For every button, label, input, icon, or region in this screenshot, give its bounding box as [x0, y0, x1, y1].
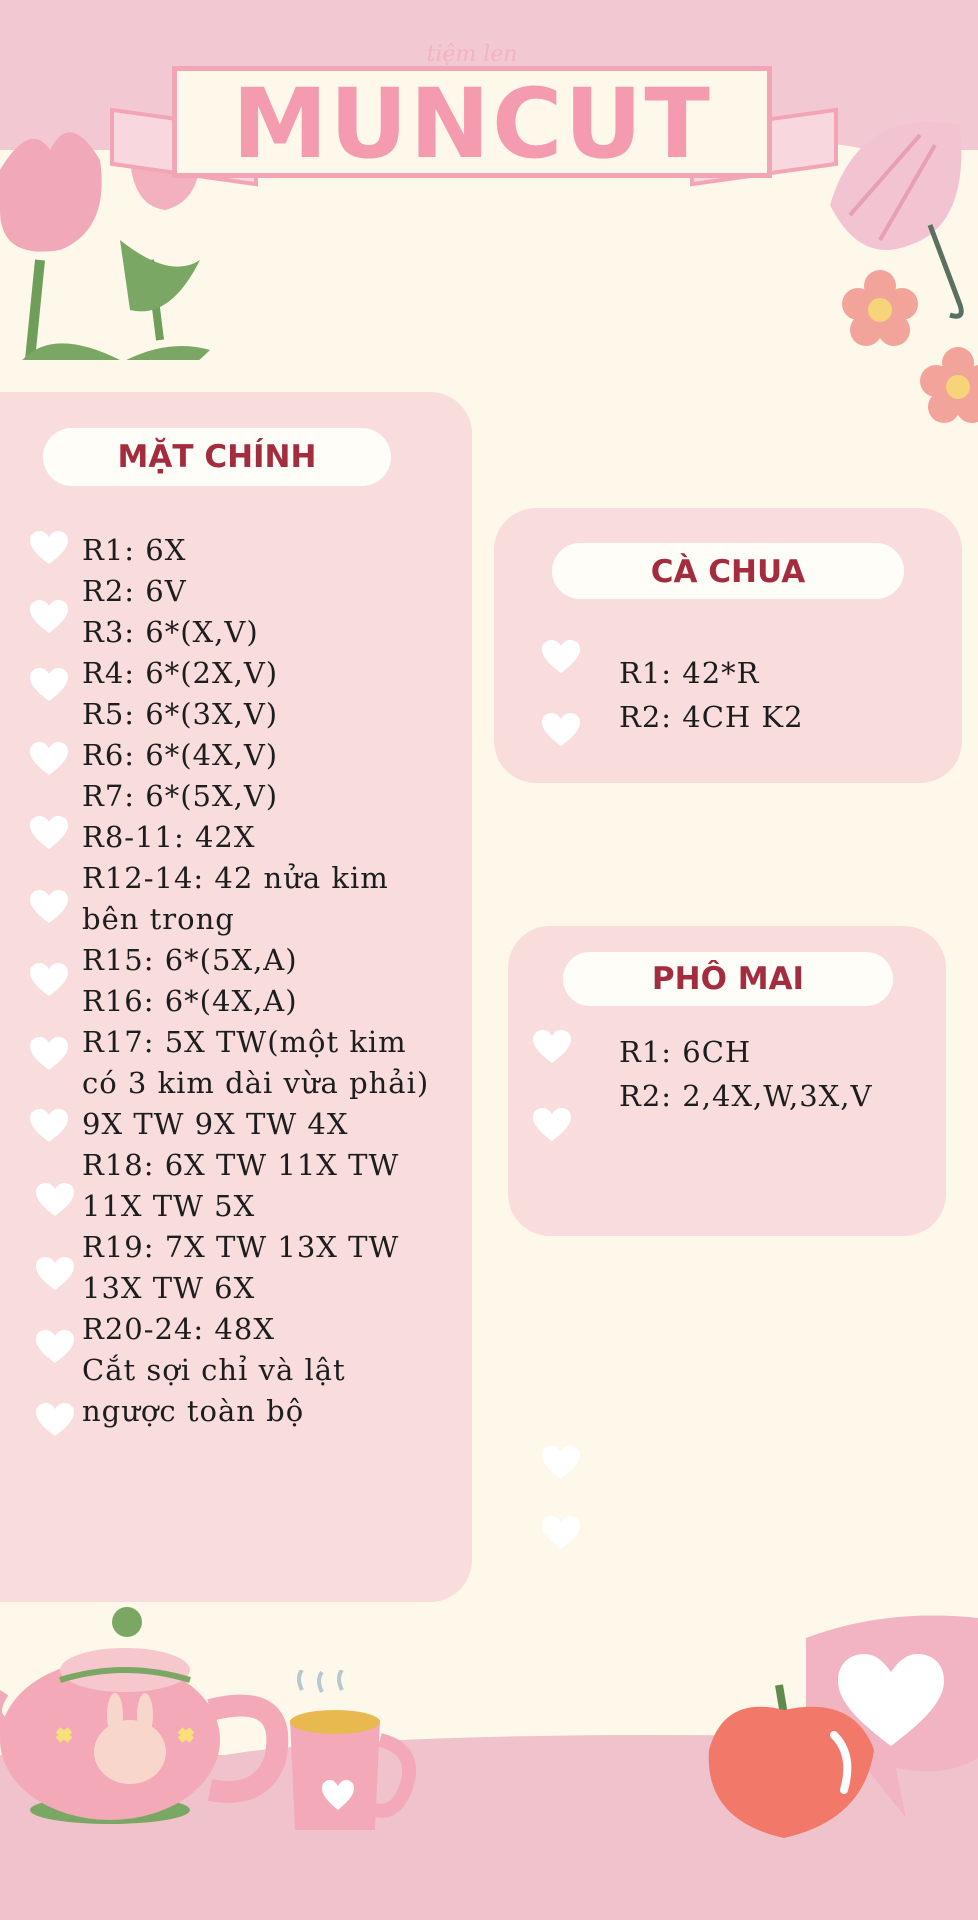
pattern-line: R2: 2,4X,W,3X,V	[619, 1079, 873, 1113]
heart-icon	[542, 1446, 580, 1480]
pattern-line: Cắt sợi chỉ và lật	[82, 1353, 346, 1387]
brand-logo-text: MUNCUT	[232, 68, 712, 180]
pattern-line: R15: 6*(5X,A)	[82, 943, 298, 977]
heart-icon	[30, 668, 68, 702]
pattern-line: R4: 6*(2X,V)	[82, 656, 279, 690]
heart-icon	[533, 1030, 571, 1064]
pattern-line: 11X TW 5X	[82, 1189, 256, 1223]
heart-icon	[533, 1108, 571, 1142]
pattern-line: bên trong	[82, 902, 235, 936]
heart-icon	[30, 890, 68, 924]
pattern-line: R16: 6*(4X,A)	[82, 984, 298, 1018]
tomato-section-lines	[619, 651, 804, 739]
pattern-line: R1: 6CH	[619, 1035, 752, 1069]
pattern-line: R18: 6X TW 11X TW	[82, 1148, 400, 1182]
pattern-line: R6: 6*(4X,V)	[82, 738, 279, 772]
pattern-line: R12-14: 42 nửa kim	[82, 861, 389, 895]
pattern-line: ngược toàn bộ	[82, 1394, 305, 1428]
heart-icon	[36, 1330, 74, 1364]
pattern-line: R2: 6V	[82, 574, 187, 608]
heart-icon	[36, 1257, 74, 1291]
flower-icon	[840, 268, 920, 348]
heart-icon	[36, 1403, 74, 1437]
pattern-line: R1: 6X	[82, 533, 187, 567]
pattern-line: R20-24: 48X	[82, 1312, 275, 1346]
heart-icon	[36, 1183, 74, 1217]
pattern-line: 9X TW 9X TW 4X	[82, 1107, 349, 1141]
pattern-line: R5: 6*(3X,V)	[82, 697, 279, 731]
brand-subtitle: tiệm len	[426, 42, 518, 67]
pattern-line: R3: 6*(X,V)	[82, 615, 259, 649]
flower-icon	[918, 345, 978, 425]
tomato-section-title: CÀ CHUA	[552, 543, 904, 599]
cheese-section-lines	[619, 1030, 872, 1118]
heart-icon	[30, 742, 68, 776]
heart-icon	[30, 600, 68, 634]
pattern-line: R17: 5X TW(một kim	[82, 1025, 407, 1059]
pattern-line: có 3 kim dài vừa phải)	[82, 1066, 430, 1100]
heart-icon	[542, 1516, 580, 1550]
heart-icon	[30, 963, 68, 997]
teapot-icon	[0, 1600, 290, 1840]
heart-icon	[30, 1109, 68, 1143]
cheese-section-title: PHÔ MAI	[563, 952, 893, 1006]
heart-icon	[30, 816, 68, 850]
pattern-line: R19: 7X TW 13X TW	[82, 1230, 400, 1264]
pattern-line: R7: 6*(5X,V)	[82, 779, 279, 813]
apple-icon	[704, 1680, 884, 1840]
mug-icon	[280, 1670, 420, 1840]
heart-icon	[542, 713, 580, 747]
main-section-title: MẶT CHÍNH	[43, 428, 391, 486]
main-section-lines	[82, 530, 429, 1432]
heart-icon	[30, 531, 68, 565]
heart-icon	[542, 640, 580, 674]
pattern-line: 13X TW 6X	[82, 1271, 256, 1305]
heart-icon	[30, 1037, 68, 1071]
pattern-line: R2: 4CH K2	[619, 700, 804, 734]
pattern-line: R8-11: 42X	[82, 820, 256, 854]
pattern-line: R1: 42*R	[619, 656, 760, 690]
